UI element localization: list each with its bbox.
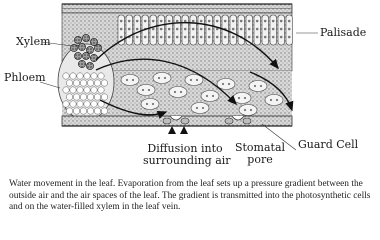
chloroplast — [136, 36, 139, 39]
spongy-cell — [191, 103, 209, 114]
phloem-cell — [66, 94, 72, 100]
phloem-cell — [73, 94, 79, 100]
chloroplast — [174, 91, 176, 93]
diffusion-label — [143, 142, 231, 167]
chloroplast — [256, 20, 259, 23]
spongy-cell — [265, 95, 283, 106]
chloroplast — [196, 107, 198, 109]
palisade-label: Palisade — [320, 26, 367, 39]
chloroplast — [200, 20, 203, 23]
chloroplast — [168, 20, 171, 23]
spongy-cell — [137, 85, 155, 96]
chloroplast — [212, 95, 214, 97]
phloem-cell — [98, 73, 104, 79]
diffusion-arrows — [168, 126, 188, 134]
phloem-cell — [91, 73, 97, 79]
spongy-cell — [141, 99, 159, 110]
chloroplast — [128, 28, 131, 31]
chloroplast — [128, 20, 131, 23]
phloem-cell — [84, 101, 90, 107]
phloem-cell — [63, 73, 69, 79]
chloroplast — [120, 28, 123, 31]
chloroplast — [176, 20, 179, 23]
chloroplast — [288, 20, 291, 23]
chloroplast — [192, 36, 195, 39]
chloroplast — [288, 28, 291, 31]
chloroplast — [240, 20, 243, 23]
chloroplast — [240, 28, 243, 31]
chloroplast — [288, 36, 291, 39]
spongy-cell — [217, 79, 235, 90]
spongy-cell — [121, 75, 139, 86]
phloem-cell — [80, 94, 86, 100]
chloroplast — [160, 20, 163, 23]
chloroplast — [222, 83, 224, 85]
chloroplast — [158, 77, 160, 79]
chloroplast — [144, 20, 147, 23]
chloroplast — [250, 109, 252, 111]
chloroplast — [272, 28, 275, 31]
stomatal-pore-label-line2: pore — [247, 153, 273, 166]
figure-caption: Water movement in the leaf. Evaporation from the leaf sets up a pressure gradient between the outside air and the air spaces of the leaf. The gradient is transmitted into the photosynthetic cells and on the water-filled xylem in the leaf vein. — [9, 179, 371, 213]
phloem-cell — [84, 73, 90, 79]
chloroplast — [248, 36, 251, 39]
phloem-cell — [91, 87, 97, 93]
chloroplast — [232, 28, 235, 31]
chloroplast — [146, 103, 148, 105]
chloroplast — [192, 28, 195, 31]
chloroplast — [264, 20, 267, 23]
chloroplast — [216, 20, 219, 23]
chloroplast — [280, 28, 283, 31]
chloroplast — [164, 77, 166, 79]
chloroplast — [216, 36, 219, 39]
xylem-vessel — [70, 44, 77, 51]
chloroplast — [202, 107, 204, 109]
chloroplast — [208, 36, 211, 39]
phloem-cell — [84, 87, 90, 93]
phloem-cell — [94, 80, 100, 86]
xylem-vessel — [78, 60, 85, 67]
chloroplast — [256, 36, 259, 39]
chloroplast — [136, 28, 139, 31]
xylem-vessel — [82, 34, 89, 41]
chloroplast — [264, 28, 267, 31]
phloem-cell — [77, 101, 83, 107]
chloroplast — [152, 20, 155, 23]
chloroplast — [132, 79, 134, 81]
phloem-cell — [87, 108, 93, 114]
chloroplast — [238, 97, 240, 99]
chloroplast — [244, 109, 246, 111]
phloem-cell — [80, 80, 86, 86]
stomatal-pore-label — [230, 142, 290, 166]
chloroplast — [224, 36, 227, 39]
chloroplast — [244, 97, 246, 99]
spongy-cell — [169, 87, 187, 98]
upper-epidermis — [62, 4, 292, 13]
phloem-cell — [63, 87, 69, 93]
xylem-vessel — [90, 54, 97, 61]
chloroplast — [192, 20, 195, 23]
chloroplast — [152, 103, 154, 105]
phloem-cell — [87, 94, 93, 100]
phloem-cell — [101, 108, 107, 114]
chloroplast — [224, 20, 227, 23]
chloroplast — [196, 79, 198, 81]
phloem-cell — [73, 80, 79, 86]
spongy-cell — [185, 75, 203, 86]
xylem-vessel — [82, 52, 89, 59]
xylem-vessel — [78, 43, 85, 50]
chloroplast — [272, 20, 275, 23]
phloem-cell — [87, 80, 93, 86]
chloroplast — [152, 28, 155, 31]
xylem-vessel — [74, 52, 81, 59]
chloroplast — [126, 79, 128, 81]
chloroplast — [248, 20, 251, 23]
guard-cell-label: Guard Cell — [298, 138, 359, 151]
spongy-cell — [201, 91, 219, 102]
spongy-cell — [239, 105, 257, 116]
chloroplast — [136, 20, 139, 23]
chloroplast — [264, 36, 267, 39]
spongy-cell — [233, 93, 251, 104]
chloroplast — [142, 89, 144, 91]
lower-epidermis — [62, 116, 292, 126]
chloroplast — [160, 36, 163, 39]
chloroplast — [256, 28, 259, 31]
chloroplast — [120, 36, 123, 39]
phloem-cell — [77, 73, 83, 79]
chloroplast — [184, 20, 187, 23]
chloroplast — [184, 36, 187, 39]
chloroplast — [208, 20, 211, 23]
chloroplast — [184, 28, 187, 31]
phloem-cell — [77, 87, 83, 93]
xylem-vessel — [86, 62, 93, 69]
phloem-cell — [98, 87, 104, 93]
chloroplast — [168, 28, 171, 31]
chloroplast — [260, 85, 262, 87]
chloroplast — [200, 36, 203, 39]
phloem-cell — [63, 101, 69, 107]
diffusion-label-line1: Diffusion into — [147, 142, 223, 155]
phloem-cell — [94, 94, 100, 100]
chloroplast — [176, 28, 179, 31]
chloroplast — [176, 36, 179, 39]
phloem-cell — [66, 80, 72, 86]
stomatal-pore-label-line1: Stomatal — [234, 141, 286, 154]
chloroplast — [276, 99, 278, 101]
chloroplast — [272, 36, 275, 39]
chloroplast — [280, 36, 283, 39]
chloroplast — [206, 95, 208, 97]
phloem-cell — [70, 87, 76, 93]
phloem-cell — [66, 108, 72, 114]
phloem-cell — [91, 101, 97, 107]
chloroplast — [148, 89, 150, 91]
phloem-cell — [80, 108, 86, 114]
diffusion-label-line2: surrounding air — [143, 154, 231, 167]
chloroplast — [232, 20, 235, 23]
chloroplast — [270, 99, 272, 101]
chloroplast — [168, 36, 171, 39]
chloroplast — [120, 20, 123, 23]
phloem-cell — [101, 80, 107, 86]
phloem-cell — [73, 108, 79, 114]
chloroplast — [254, 85, 256, 87]
spongy-cell — [153, 73, 171, 84]
phloem-cell — [70, 73, 76, 79]
chloroplast — [228, 83, 230, 85]
spongy-cell — [249, 81, 267, 92]
phloem-cell — [94, 108, 100, 114]
chloroplast — [200, 28, 203, 31]
chloroplast — [152, 36, 155, 39]
chloroplast — [190, 79, 192, 81]
xylem-vessel — [74, 36, 81, 43]
chloroplast — [248, 28, 251, 31]
chloroplast — [280, 20, 283, 23]
phloem-cell — [70, 101, 76, 107]
chloroplast — [160, 28, 163, 31]
phloem-cell — [101, 94, 107, 100]
chloroplast — [144, 36, 147, 39]
xylem-vessel — [94, 44, 101, 51]
chloroplast — [232, 36, 235, 39]
xylem-label: Xylem — [16, 35, 51, 48]
phloem-label: Phloem — [4, 71, 46, 84]
chloroplast — [180, 91, 182, 93]
chloroplast — [208, 28, 211, 31]
